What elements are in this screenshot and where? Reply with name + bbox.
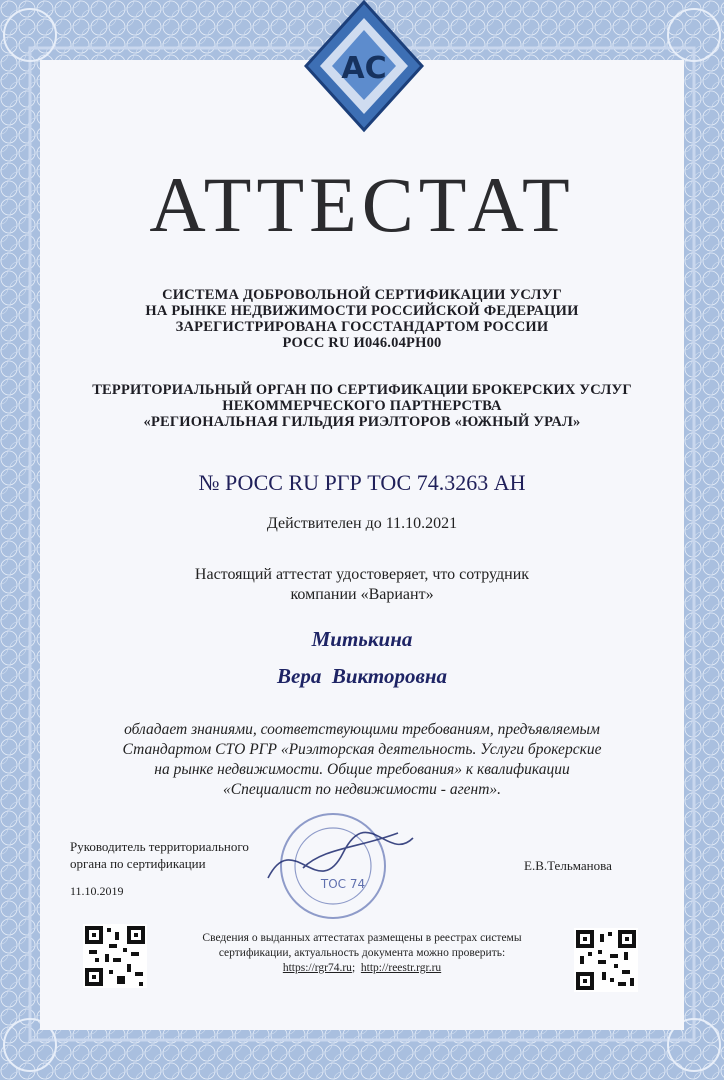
document-title: АТТЕСТАТ [149, 161, 575, 248]
registry-line: сертификации, актуальность документа можно проверить: [218, 947, 506, 959]
registry-links [0, 961, 724, 976]
registry-link-rgr74[interactable]: https://rgr74.ru [282, 962, 352, 974]
statement-line: Настоящий аттестат удостоверяет, что сотрудник [194, 566, 530, 583]
role-line: органа по сертификации [70, 856, 206, 871]
valid-until: Действителен до 11.10.2021 [266, 515, 458, 532]
organ-line: «РЕГИОНАЛЬНАЯ ГИЛЬДИЯ РИЭЛТОРОВ «ЮЖНЫЙ УРАЛ» [143, 414, 581, 430]
holder-given-names: Вера Викторовна [277, 664, 447, 688]
system-line: СИСТЕМА ДОБРОВОЛЬНОЙ СЕРТИФИКАЦИИ УСЛУГ [162, 287, 562, 303]
description-line: Стандартом СТО РГР «Риэлторская деятельность. Услуги брокерские [122, 741, 602, 758]
description-line: «Специалист по недвижимости - агент». [222, 781, 502, 798]
signatory-role [70, 838, 249, 872]
registry-line: Сведения о выданных аттестатах размещены в реестрах системы [202, 932, 522, 944]
system-line: РОСС RU И046.04РН00 [282, 335, 442, 351]
certification-statement [0, 565, 724, 605]
certificate-number: № РОСС RU РГР ТОС 74.3263 АН [198, 470, 526, 495]
certification-system-block [0, 287, 724, 351]
role-line: Руководитель территориального [70, 839, 249, 854]
official-stamp [248, 808, 418, 928]
organ-line: НЕКОММЕРЧЕСКОГО ПАРТНЕРСТВА [222, 398, 502, 414]
organ-line: ТЕРРИТОРИАЛЬНЫЙ ОРГАН ПО СЕРТИФИКАЦИИ БРОКЕРСКИХ УСЛУГ [92, 382, 632, 398]
stamp-label: ТОС 74 [320, 877, 366, 891]
description-line: на рынке недвижимости. Общие требования» к квалификации [154, 761, 570, 778]
signer-name: Е.В.Тельманова [524, 858, 612, 873]
signature-mark [268, 832, 413, 878]
qualification-description [0, 720, 724, 800]
link-separator: ; [351, 962, 356, 974]
issue-date: 11.10.2019 [70, 884, 124, 898]
statement-line: компании «Вариант» [290, 586, 434, 603]
guild-logo [304, 0, 424, 135]
territorial-organ-block [0, 382, 724, 430]
holder-surname: Митькина [311, 627, 413, 651]
logo-letters: АС [341, 51, 387, 86]
registry-link-reestr[interactable]: http://reestr.rgr.ru [360, 962, 442, 974]
system-line: НА РЫНКЕ НЕДВИЖИМОСТИ РОССИЙСКОЙ ФЕДЕРАЦИИ [145, 303, 579, 319]
registry-note [0, 931, 724, 976]
system-line: ЗАРЕГИСТРИРОВАНА ГОССТАНДАРТОМ РОССИИ [175, 319, 549, 335]
description-line: обладает знаниями, соответствующими требованиям, предъявляемым [124, 721, 600, 738]
